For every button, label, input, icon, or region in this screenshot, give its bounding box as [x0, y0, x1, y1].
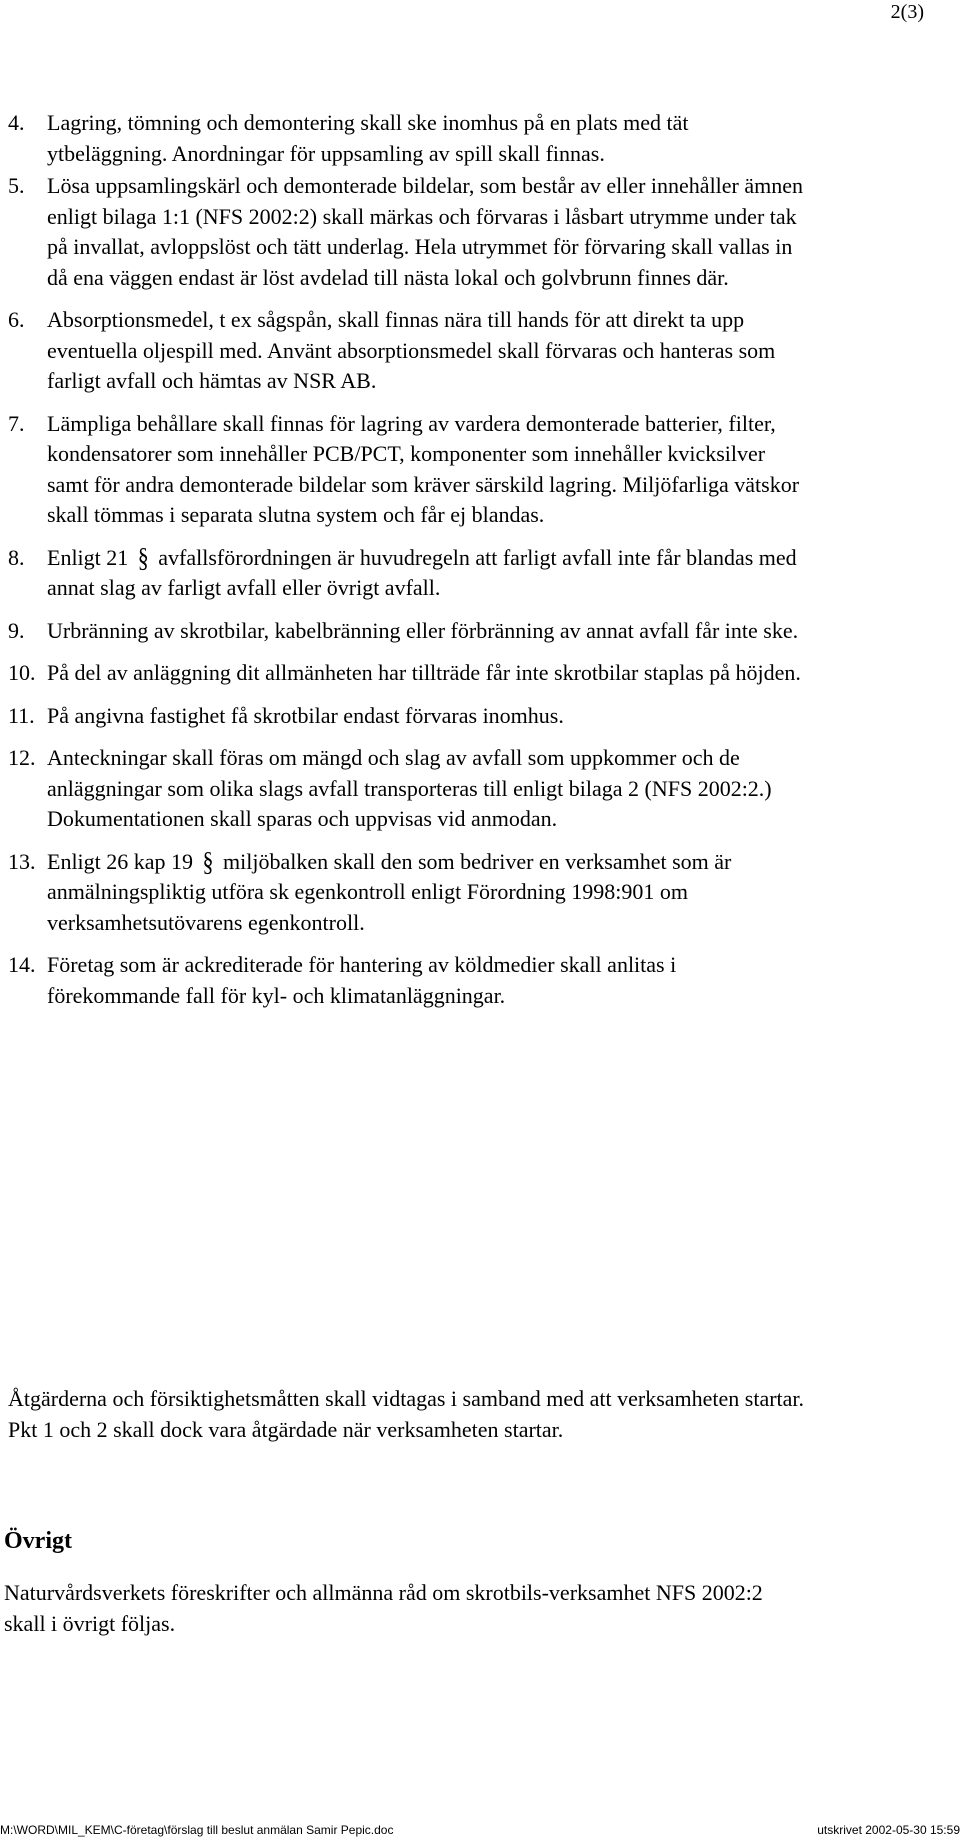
condition-text: Företag som är ackrediterade för hantering av köldmedier skall anlitas i förekommande fall för kyl- och klimatanläggningar. — [47, 952, 677, 1008]
section-heading-ovrigt: Övrigt — [4, 1528, 72, 1554]
closing-paragraph: Åtgärderna och försiktighetsmåtten skall vidtagas i samband med att verksamheten startar. Pkt 1 och 2 skall dock vara åtgärdade när verksamheten startar. — [8, 1386, 805, 1442]
conditions-list — [0, 108, 960, 1023]
condition-text: Lagring, tömning och demontering skall ske inomhus på en plats med tät ytbeläggning. Anordningar för uppsamling av spill skall finnas. — [47, 110, 689, 166]
condition-item-7 — [0, 409, 809, 531]
condition-item-8 — [0, 543, 809, 604]
condition-item-4 — [0, 108, 809, 169]
condition-number: 6. — [8, 307, 25, 332]
condition-number: 13. — [8, 848, 36, 874]
condition-text: Urbränning av skrotbilar, kabelbränning eller förbränning av annat avfall får inte ske. — [47, 617, 799, 643]
condition-text-before: Enligt 26 kap 19 — [47, 848, 194, 874]
condition-item-10 — [0, 658, 809, 689]
footer-file-path: M:\WORD\MIL_KEM\C-företag\förslag till beslut anmälan Samir Pepic.doc — [0, 1823, 394, 1837]
condition-item-12 — [0, 743, 809, 835]
condition-text: Absorptionsmedel, t ex sågspån, skall finnas nära till hands för att direkt ta upp eventuella oljespill med. Använt absorptionsmedel skall förvaras och hanteras som farligt avfall och hämtas av NSR AB. — [47, 307, 776, 393]
condition-number: 14. — [8, 952, 36, 977]
condition-number: 5. — [8, 173, 25, 198]
footer-print-date: utskrivet 2002-05-30 15:59 — [817, 1823, 960, 1837]
condition-item-9 — [0, 616, 809, 647]
condition-number: 7. — [8, 410, 25, 436]
condition-text-after: miljöbalken skall den som bedriver en verksamhet som är anmälningspliktig utföra sk egenkontroll enligt Förordning 1998:901 om verksamhetsutövarens egenkontroll. — [47, 848, 732, 935]
condition-item-5 — [0, 171, 809, 293]
condition-number: 8. — [8, 544, 25, 570]
condition-number: 10. — [8, 660, 36, 685]
section-symbol: § — [202, 845, 214, 877]
condition-number: 12. — [8, 745, 36, 770]
condition-text-before: Enligt 21 — [47, 544, 129, 570]
condition-text: Anteckningar skall föras om mängd och slag av avfall som uppkommer och de anläggningar som olika slags avfall transporteras till enligt bilaga 2 (NFS 2002:2.) Dokumentationen skall sparas och uppvisas vid anmodan. — [47, 745, 772, 831]
condition-text-after: avfallsförordningen är huvudregeln att farligt avfall inte får blandas med annat slag av farligt avfall eller övrigt avfall. — [47, 544, 797, 600]
condition-number: 4. — [8, 110, 25, 135]
condition-item-14 — [0, 950, 809, 1011]
condition-text: Lämpliga behållare skall finnas för lagring av vardera demonterade batterier, filter, kondensatorer som innehåller PCB/PCT, komponenter som innehåller kvicksilver samt för andra demonterade bildelar som kräver särskild lagring. Miljöfarliga vätskor skall tömmas i separata slutna system och får ej blandas. — [47, 410, 800, 527]
condition-number: 9. — [8, 617, 25, 643]
section-symbol: § — [137, 541, 149, 573]
other-section-text: Naturvårdsverkets föreskrifter och allmänna råd om skrotbils-verksamhet NFS 2002:2 skall i övrigt följas. — [4, 1580, 763, 1636]
condition-item-6 — [0, 305, 809, 397]
condition-text: På angivna fastighet få skrotbilar endast förvaras inomhus. — [47, 702, 564, 728]
condition-text: Lösa uppsamlingskärl och demonterade bildelar, som består av eller innehåller ämnen enligt bilaga 1:1 (NFS 2002:2) skall märkas och förvaras i låsbart utrymme under tak på invallat, avloppslöst och tätt underlag. Hela utrymmet för förvaring skall vallas in då ena väggen endast är löst avdelad till nästa lokal och golvbrunn finnes där. — [47, 173, 804, 290]
condition-number: 11. — [8, 702, 35, 728]
condition-item-13 — [0, 847, 809, 939]
condition-text: På del av anläggning dit allmänheten har tillträde får inte skrotbilar staplas på höjden. — [47, 660, 801, 685]
page-number: 2(3) — [890, 1, 924, 23]
condition-item-11 — [0, 701, 809, 732]
